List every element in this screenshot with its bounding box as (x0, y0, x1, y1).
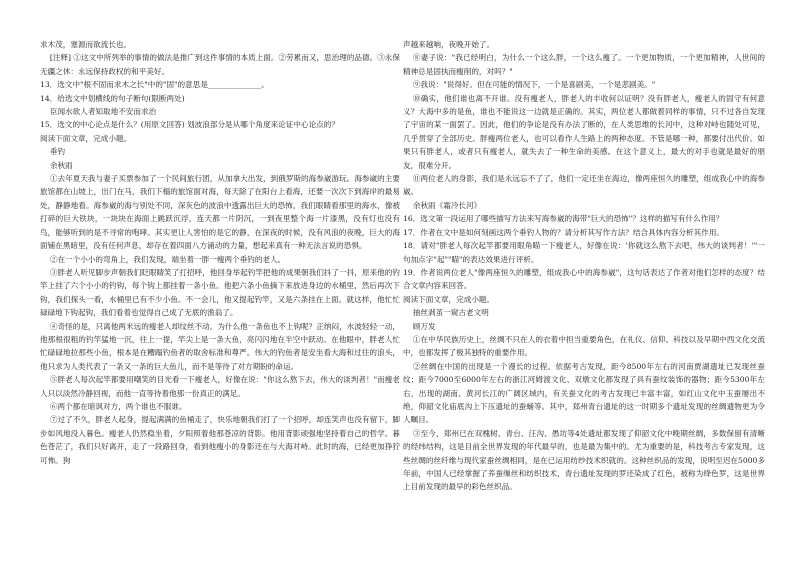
paragraph-l14: ⑤胖老人每次起竿都要用嘲笑的目光看一下瘦老人，好像在说："你这么熬下去，伟大的谈判者！"而瘦老人只以淡然冷静回视，而他一直等待着他那一份真正的满足。 (40, 375, 400, 398)
paragraph-l12: ③胖老人听见脚步声朝我们眨眼睛笑了打招呼，他回身举起钓竿把他的成果朝我们抖了一抖，原来他的钓竿上挂了六个小小的钓钩，每个钩上都挂着一条小鱼。他把六条小鱼摘下来放进身边的水桶里，然后再次下钩，我们探头一看，水桶里已有不少小鱼。不一会儿，他又提起钓竿，又是六条挂在上面。就这样，他忙忙碌碌地下钩起钩，我们看着也觉得自己成了无底的渔翁了。 (40, 267, 400, 318)
paragraph-l9: 余秋雨 (49, 160, 73, 170)
paragraph-r10: 19．作者说两位老人"像两座恒久的雕塑，组成我心中的海参崴"，这句话表达了作者对他们怎样的态度？结合文章内容来回答。 (403, 267, 765, 291)
right-column (403, 38, 765, 494)
paragraph-l7: 阅读下面文章，完成小题。 (40, 133, 132, 143)
left-column (40, 38, 400, 467)
paragraph-r6: 余秋雨《霜冷长河》 (412, 200, 482, 210)
paragraph-r7: 16．选文第一段运用了哪些描写方法来写海参崴的海带"巨大的恐怖"？这样的描写有什么作用？ (403, 214, 724, 224)
paragraph-r5: ⑪两位老人的身影，我们是永远忘不了了，他们一定还坐在海边，像两座恒久的雕塑，组成我心中的海参崴。 (403, 174, 765, 197)
paragraph-r16: ③至今，郑州已在双槐树、青台、汪沟、愚坊等4处遗址都发现了仰韶文化中晚期丝绸，多数保留有清晰的经纬结构，这是目前全世界发现的年代最早的，也是最为集中的。尤为重要的是，科技考古专家发现，这些丝绸的丝纤维与现代家蚕丝绸相同，是在已运用纺纱技术织就的。这种丝织品的发现，说明至迟在5000多年前，中国人已经掌握了养蚕缫丝和纺织技术，青台遗址发现的罗还染成了红色，被称为绛色罗，这是世界上目前发现的最早的彩色丝织品。 (403, 428, 765, 492)
paragraph-r2: ⑧妻子说："我已经明白，为什么一个这么胖，一个这么瘦了。一个更加物质，一个更加精神，人世间的精神总是固执而瘦削的，对吗？" (403, 53, 765, 76)
paragraph-r8: 17．作者在文中是如何刻画这两个垂钓人物的？请分析其写作方法？结合具体内容分析其作用。 (403, 227, 725, 237)
paragraph-r3: ⑨我说："说得好。但在可能的情况下，一个是喜剧美，一个是悲剧美。" (412, 80, 656, 90)
paragraph-l1: 求木茂，塞源而欲流长也。 (40, 40, 132, 49)
paragraph-l3: 13．选文中"根不固而求木之长"中的"固"的意思是______________。 (40, 80, 269, 90)
paragraph-l4: 14．给选文中划横线的句子断句(限断两处) (40, 93, 185, 103)
paragraph-l16: ⑦过了不久，胖老人起身，提起满满的鱼桶走了，快乐地朝我们打了一个招呼，却连笑声也没有留下，脚步如风地没入暮色。瘦老人仍然稳坐着，夕阳照着他那苍凉的背影。他用背影顽强地坚持着自己的哲学。暮色苍茫了，我们只好离开，走了一段路回身，看到他瘦小的身影还在与大海对峙。此时的海，已经更加狰狞可怖。狗 (40, 415, 400, 465)
paragraph-l5: 臣闻水欲人者知取地不安而求治 (49, 107, 157, 117)
paragraph-l10: ①去年夏天我与妻子买票参加了一个民间旅行团，从加拿大出发，到俄罗斯的海参崴游玩。海参崴的主要旅馆都在山坡上，出门在马，我们下榻的旅馆面对海，每天除了在阳台上看海，还要一次次下到海岸的最易处，静静地看。海参崴的海与别处不同，深灰色的波浪中透露出巨大的恐怖。我们眼睛看那里的海水，像被打碎的巨大铁块，一块块在海面上跳跃沉浮，连天都一片阴沉，一到夜里整个海一片漆黑，没有灯也没有鸟，能够听到的是不寻常的咆哮。其实更让人害怕的是它的静，在深夜的时候，没有风浪的夜晚，巨大的海面铺在黑暗里，没有任何声息，却存在着四面八方涌动的力量，想起来真有一种无法言说的恐惧。 (40, 174, 400, 251)
paragraph-r15: ②丝绸在中国的出现是一个漫长的过程。依据考古发现，距今8500年左右的河南贾湖遗址已发现丝蚕纹；距今7000至6000年左右的浙江河姆渡文化、双墩文化都发现了具有蚕纹装饰的器物；距今5300年左右，出现的湖南、黄河长江的广阔区域内，有关蚕文化的考古发现已丰富丰富，如红山文化中玉蚕屡出不绝，仰韶文化庙底沟上下压遗址的蚕蛹等。其中，郑州青台遗址的这一时期多个遗址发现的丝绸遗物更为令人瞩目。 (403, 361, 765, 425)
paragraph-r1: 声越来越响，夜晚开始了。 (403, 40, 495, 49)
paragraph-l15: ⑥两个都在暗讽对方，两个谁也不服谁。 (49, 401, 187, 411)
paragraph-r9: 18．请对"胖老人每次起竿都要用眼角瞄一下瘦老人，好像在说：'你就这么熬下去吧，伟大的谈判者！'"一句加点字"起""瞄"的表达效果进行评析。 (403, 241, 765, 264)
paragraph-l13: ④奇怪的是，只离他两米远的瘦老人却纹丝不动。为什么他一条鱼也不上钩呢？正纳闷，水波轻轻一动，他那根很粗的钓竿猛地一沉，往上一提，竿尖上是一条大鱼，亮闪闪地在半空中跃动。在他眼中，胖老人忙忙碌碌地拉那些小鱼，根本是在糟蹋钓鱼者的取舍标准和尊严。伟大的钓鱼者是安坐看大海和过往的浪头，他只求为人类代表了一条又一条的巨大鱼儿，而不是等待了对方期盼的命运。 (40, 321, 400, 371)
paragraph-r11: 阅读下面文章，完成小题。 (403, 294, 495, 304)
paragraph-r12: 抽丝剥茧一窥古老文明 (412, 308, 489, 318)
paragraph-r13: 顾万发 (412, 321, 436, 331)
paragraph-l11: ②在一个小小的弯角上，我们发现，端坐着一胖一瘦两个垂钓的老人。 (49, 254, 286, 264)
paragraph-r4: ⑩确实，他们谁也离不开谁。没有瘦老人，胖老人的丰收何以证明？没有胖老人，瘦老人的固守有何意义？大海中多的是鱼，谁也不能说这一边就是正确的。其实，两位老人都做着同样的事情，只不过各自发现了宇宙的某一面罢了。因此，他们的争论是没有办法了断的，在人类思维的长河中，这种对峙也随处可见，几乎贯穿了全部历史。胖瘦两位老人，也可以看作人生路上的两种态度。不管是哪一种，都要付出代价。如果只有胖老人，或者只有瘦老人，就失去了一种生命的美感。在这个意义上，最大的对手也就是最好的朋友，很难分开。 (403, 93, 765, 170)
paragraph-l8: 垂钓 (49, 147, 66, 157)
paragraph-r14: ①在中华民族历史上，丝绸不只在人的衣着中担当重要角色，在礼仪、信仰、科技以及早期中西文化交流中，也都发挥了极其独特的重要作用。 (403, 334, 765, 358)
paragraph-l2: [注释] ①这文中所列举的事情的做法是推广到这件事情的本质上面。②劳累而又，思治理的品德。③永保无疆之休：永远保持政权的和平美好。 (40, 53, 400, 76)
paragraph-l6: 15．选文的中心论点是什么？(用原文回答) 划波浪部分是从哪个角度来论证中心论点的？ (40, 120, 339, 130)
